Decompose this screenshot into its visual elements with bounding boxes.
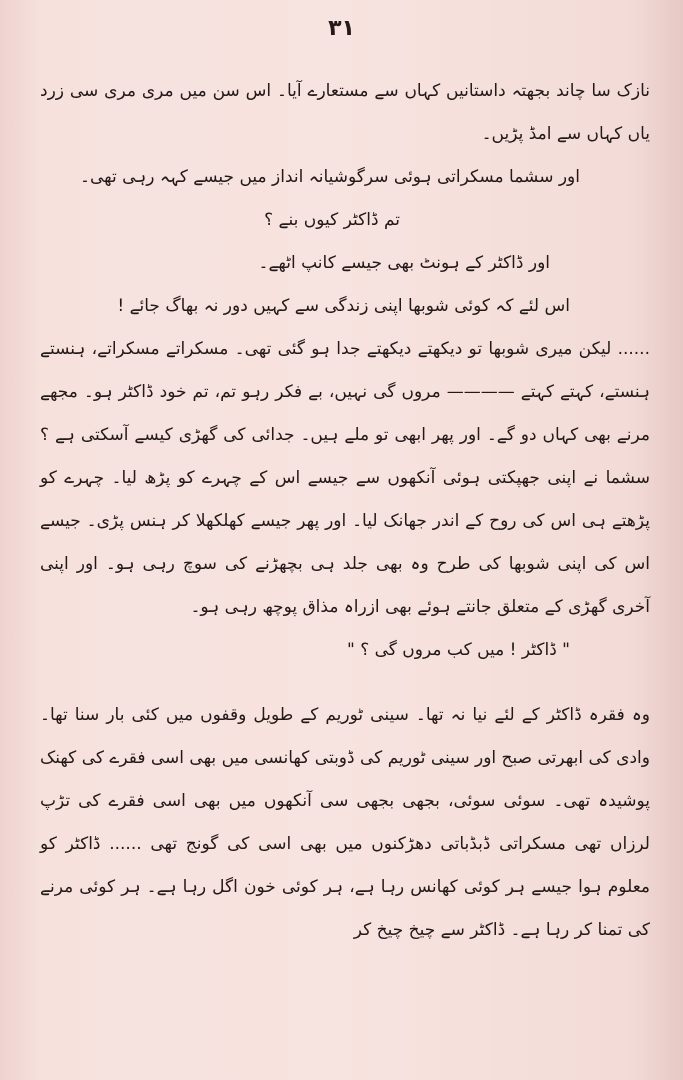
paragraph-sanatorium: وہ فقرہ ڈاکٹر کے لئے نیا نہ تھا۔ سینی ٹوریم کے طویل وقفوں میں کئی بار سنا تھا۔ وادی کی ابھرتی صبح اور سینی ٹوریم کی ڈوبتی کھانسی میں بھی اسی فقرے کی کھنک پوشیدہ تھی۔ سوئی سوئی، بجھی بجھی سی آنکھوں میں بھی اسی فقرے کی تڑپ لرزاں تھی مسکراتی ڈبڈباتی دھڑکنوں میں بھی اسی کی گونج تھی ...... ڈاکٹر کو معلوم ہوا جیسے ہر کوئی کھانس رہا ہے، ہر کوئی خون اگل رہا ہے۔ ہر کوئی مرنے کی تمنا کر رہا ہے۔ ڈاکٹر سے چیخ چیخ کر bbox=[40, 705, 650, 940]
dialogue-when-will-i-die: " ڈاکٹر ! میں کب مروں گی ؟ " bbox=[346, 640, 570, 660]
paragraph-doctor-lips: اور ڈاکٹر کے ہونٹ بھی جیسے کانپ اٹھے۔ bbox=[258, 253, 550, 273]
page-number: ۳۱ bbox=[328, 16, 355, 41]
paragraph-shobha-memory: ...... لیکن میری شوبھا تو دیکھتے دیکھتے جدا ہو گئی تھی۔ مسکراتے مسکراتے، ہنستے ہنستے، کہتے کہتے ———— مروں گی نہیں، بے فکر رہو تم، تم خود ڈاکٹر ہو۔ مجھے مرنے بھی کہاں دو گے۔ اور پھر ابھی تو ملے ہیں۔ جدائی کی گھڑی کیسے آسکتی ہے ؟ سشما نے اپنی جھپکتی ہوئی آنکھوں سے جیسے اس کے چہرے کو پڑھ لیا۔ چہرے کو پڑھتے ہی اس کی روح کے اندر جھانک لیا۔ اور پھر جیسے کھلکھلا کر ہنس پڑی۔ جیسے اس کی اپنی شوبھا کی طرح وہ بھی جلد ہی بچھڑنے کی سوچ رہی ہو۔ اور اپنی آخری گھڑی کے متعلق جانتے ہوئے بھی ازراہ مذاق پوچھ رہی ہو۔ bbox=[40, 339, 650, 617]
body-text bbox=[40, 70, 650, 952]
dialogue-answer: اس لئے کہ کوئی شوبھا اپنی زندگی سے کہیں دور نہ بھاگ جائے ! bbox=[117, 296, 570, 316]
dialogue-question: تم ڈاکٹر کیوں بنے ؟ bbox=[264, 210, 400, 230]
paragraph-opening: نازک سا چاند بجھتہ داستانیں کہاں سے مستعارے آیا۔ اس سن میں مری مری سی زرد یاں کہاں سے امڈ پڑیں۔ bbox=[40, 81, 650, 144]
paragraph-sushma-whisper: اور سشما مسکراتی ہوئی سرگوشیانہ انداز میں جیسے کہہ رہی تھی۔ bbox=[80, 167, 580, 187]
